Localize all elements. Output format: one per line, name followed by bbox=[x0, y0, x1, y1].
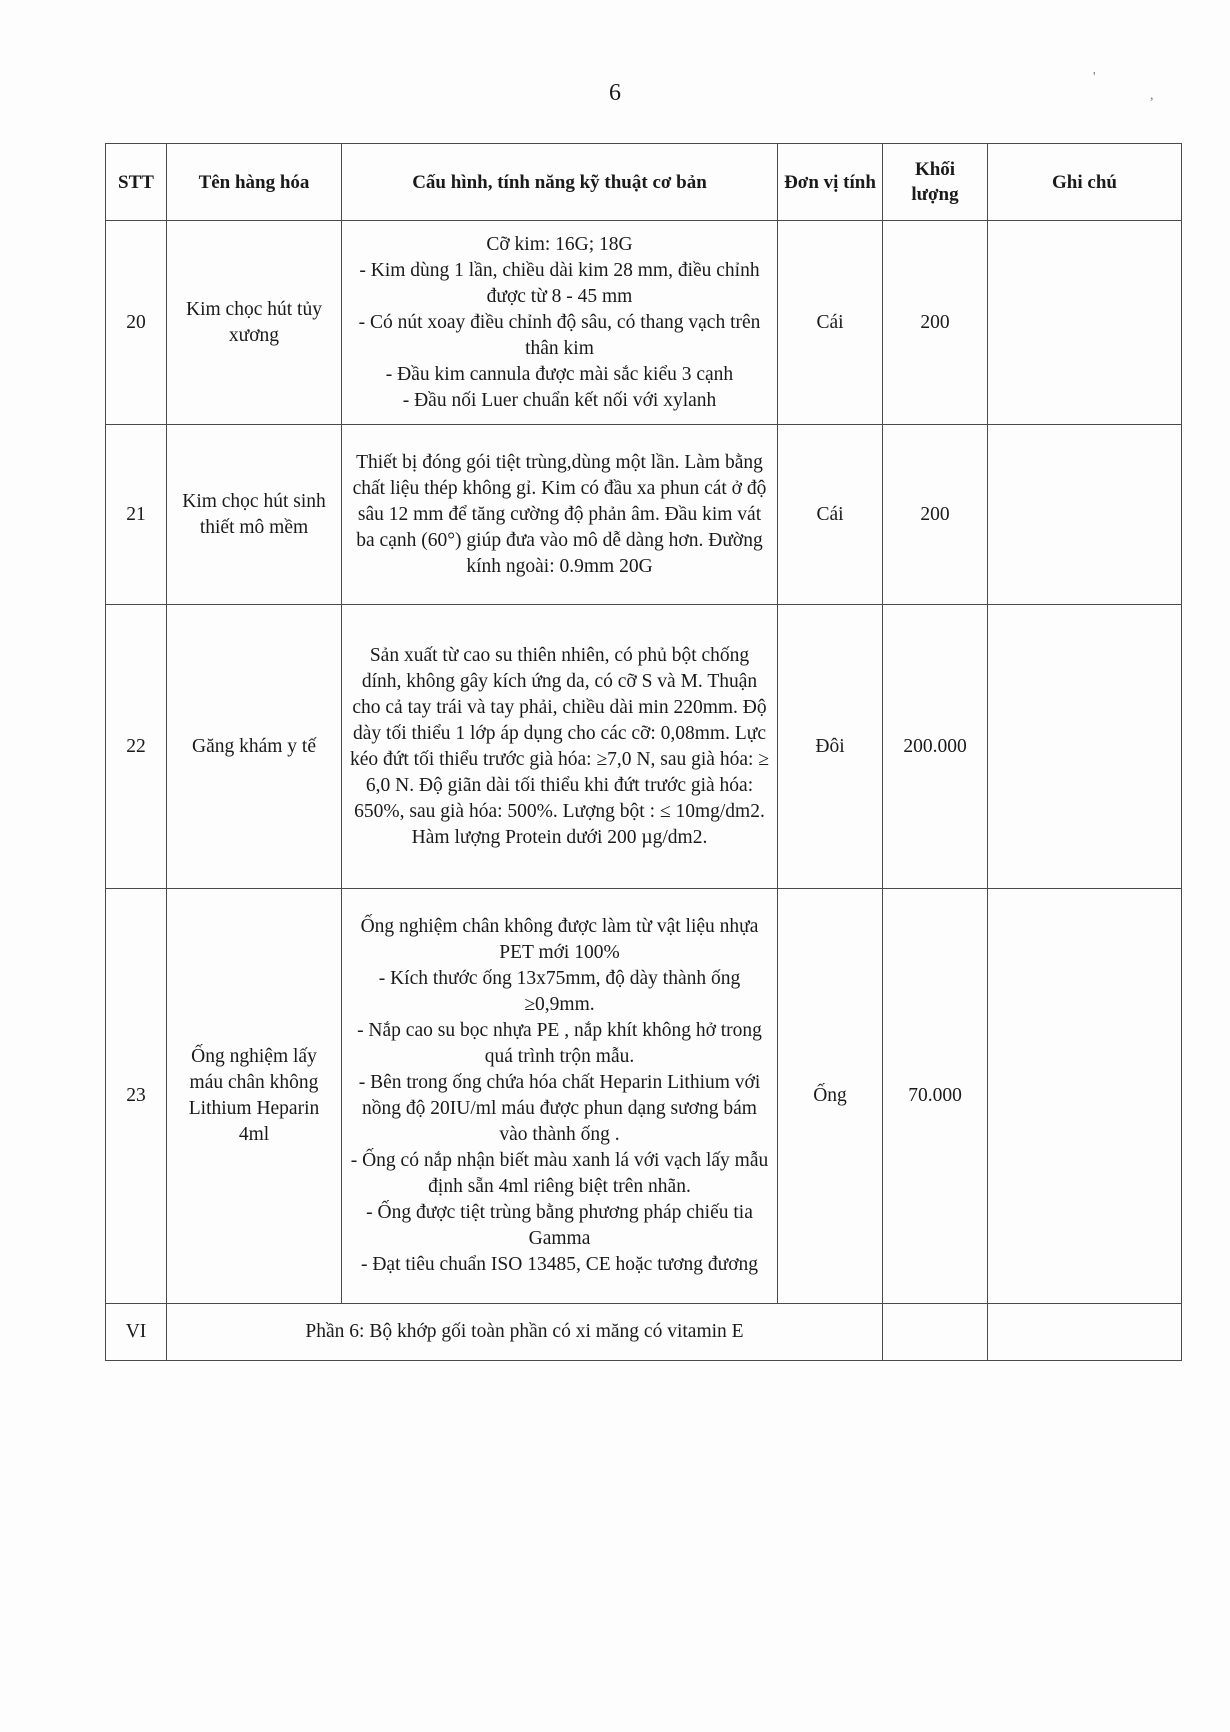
spec-line: - Ống được tiệt trùng bằng phương pháp chiếu tia Gamma bbox=[366, 1202, 753, 1249]
table-row bbox=[106, 889, 1182, 1304]
header-unit: Đơn vị tính bbox=[778, 144, 883, 221]
table-row bbox=[106, 221, 1182, 425]
table-header-row bbox=[106, 144, 1182, 221]
cell-spec bbox=[342, 425, 778, 605]
cell-name: Ống nghiệm lấy máu chân không Lithium Heparin 4ml bbox=[167, 889, 342, 1304]
cell-spec bbox=[342, 605, 778, 889]
table-row bbox=[106, 605, 1182, 889]
spec-line: Sản xuất từ cao su thiên nhiên, có phủ bột chống dính, không gây kích ứng da, có cỡ S và M. Thuận cho cả tay trái và tay phải, chiều dài min 220mm. Độ dày tối thiểu 1 lớp áp dụng cho các cỡ: 0,08mm. Lực kéo đứt tối thiểu trước già hóa: ≥7,0 N, sau già hóa: ≥ 6,0 N. Độ giãn dài tối thiểu khi đứt trước già hóa: 650%, sau già hóa: 500%. Lượng bột : ≤ 10mg/dm2. Hàm lượng Protein dưới 200 µg/dm2. bbox=[350, 644, 769, 848]
spec-line: - Ống có nắp nhận biết màu xanh lá với vạch lấy mẫu định sẵn 4ml riêng biệt trên nhãn. bbox=[350, 1150, 769, 1197]
header-qty: Khối lượng bbox=[883, 144, 988, 221]
cell-name: Kim chọc hút sinh thiết mô mềm bbox=[167, 425, 342, 605]
section-row bbox=[106, 1304, 1182, 1361]
cell-note bbox=[988, 605, 1182, 889]
cell-name: Kim chọc hút tủy xương bbox=[167, 221, 342, 425]
cell-qty bbox=[883, 1304, 988, 1361]
page-number: 6 bbox=[609, 80, 621, 106]
cell-note bbox=[988, 221, 1182, 425]
spec-line: - Đạt tiêu chuẩn ISO 13485, CE hoặc tương đương bbox=[360, 1254, 759, 1275]
cell-qty: 200.000 bbox=[883, 605, 988, 889]
cell-unit: Ống bbox=[778, 889, 883, 1304]
header-note: Ghi chú bbox=[988, 144, 1182, 221]
table-row bbox=[106, 425, 1182, 605]
cell-qty: 70.000 bbox=[883, 889, 988, 1304]
section-title: Phần 6: Bộ khớp gối toàn phần có xi măng có vitamin E bbox=[167, 1304, 883, 1361]
spec-line: Cỡ kim: 16G; 18G bbox=[486, 233, 633, 255]
specification-table bbox=[105, 143, 1182, 1361]
cell-stt: 22 bbox=[106, 605, 167, 889]
header-name: Tên hàng hóa bbox=[167, 144, 342, 221]
cell-note bbox=[988, 425, 1182, 605]
header-stt: STT bbox=[106, 144, 167, 221]
cell-stt: 21 bbox=[106, 425, 167, 605]
cell-qty: 200 bbox=[883, 425, 988, 605]
cell-qty: 200 bbox=[883, 221, 988, 425]
spec-line: - Đầu nối Luer chuẩn kết nối với xylanh bbox=[402, 389, 717, 411]
section-number: VI bbox=[106, 1304, 167, 1361]
spec-line: - Đầu kim cannula được mài sắc kiểu 3 cạnh bbox=[385, 363, 734, 385]
spec-line: - Có nút xoay điều chỉnh độ sâu, có thang vạch trên thân kim bbox=[358, 311, 761, 359]
cell-name: Găng khám y tế bbox=[167, 605, 342, 889]
cell-unit: Cái bbox=[778, 425, 883, 605]
spec-line: - Kích thước ống 13x75mm, độ dày thành ống ≥0,9mm. bbox=[378, 968, 741, 1015]
cell-note bbox=[988, 1304, 1182, 1361]
cell-stt: 23 bbox=[106, 889, 167, 1304]
spec-line: - Kim dùng 1 lần, chiều dài kim 28 mm, điều chỉnh được từ 8 - 45 mm bbox=[359, 259, 760, 307]
scan-speck: ' bbox=[1093, 70, 1096, 85]
spec-line: - Bên trong ống chứa hóa chất Heparin Lithium với nồng độ 20IU/ml máu được phun dạng sương bám vào thành ống . bbox=[358, 1072, 761, 1145]
spec-line: Ống nghiệm chân không được làm từ vật liệu nhựa PET mới 100% bbox=[360, 916, 759, 963]
cell-note bbox=[988, 889, 1182, 1304]
spec-line: - Nắp cao su bọc nhựa PE , nắp khít không hở trong quá trình trộn mẫu. bbox=[357, 1020, 762, 1067]
cell-unit: Đôi bbox=[778, 605, 883, 889]
header-spec: Cấu hình, tính năng kỹ thuật cơ bản bbox=[342, 144, 778, 221]
spec-line: Thiết bị đóng gói tiệt trùng,dùng một lần. Làm bằng chất liệu thép không gỉ. Kim có đầu xa phun cát ở độ sâu 12 mm để tăng cường độ phản âm. Đầu kim vát ba cạnh (60°) giúp đưa vào mô dễ dàng hơn. Đường kính ngoài: 0.9mm 20G bbox=[352, 451, 767, 577]
cell-spec bbox=[342, 221, 778, 425]
scan-speck: , bbox=[1150, 88, 1154, 103]
cell-stt: 20 bbox=[106, 221, 167, 425]
cell-spec bbox=[342, 889, 778, 1304]
cell-unit: Cái bbox=[778, 221, 883, 425]
